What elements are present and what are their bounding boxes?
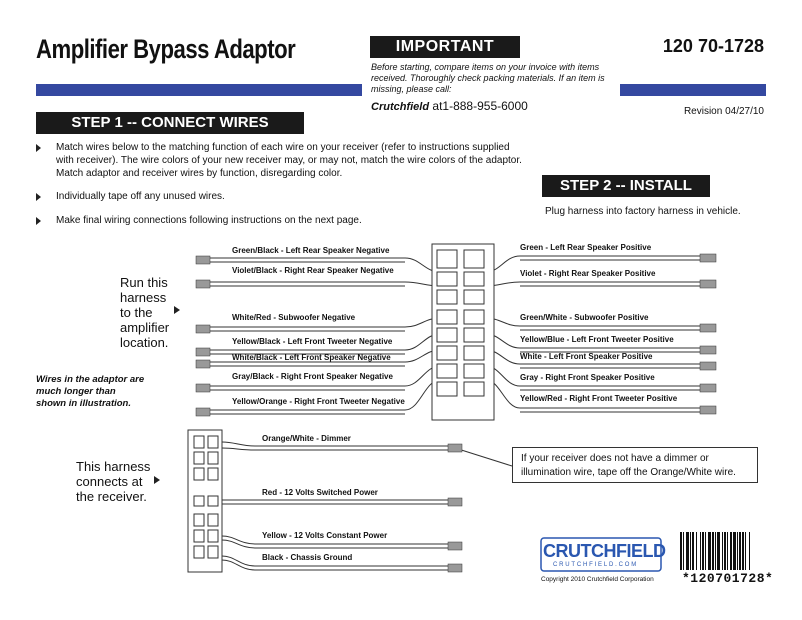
wire-left-2: [200, 282, 440, 286]
wire-label: Green - Left Rear Speaker Positive: [520, 243, 652, 252]
copyright: Copyright 2010 Crutchfield Corporation: [541, 576, 654, 583]
wire-label: White - Left Front Speaker Positive: [520, 352, 653, 361]
step2-text: Plug harness into factory harness in vehicle.: [545, 206, 741, 217]
barcode-bar: [717, 532, 720, 570]
barcode-bar: [742, 532, 744, 570]
barcode-bar: [730, 532, 732, 570]
bullet-text: Match wires below to the matching function of each wire on your receiver (refer to instructions supplied with receiver). The wire colors of your new receiver may, or may not, match the wire colors of the adaptor. Match adaptor and receiver wires by function, disregarding color.: [56, 142, 522, 179]
important-heading: IMPORTANT: [370, 36, 520, 58]
barcode-bar: [683, 532, 684, 570]
wire-label: Yellow/Blue - Left Front Tweeter Positive: [520, 335, 674, 344]
amplifier-connector: [432, 244, 494, 420]
phone-number: at1-888-955-6000: [429, 99, 528, 113]
wire-label: Gray/Black - Right Front Speaker Negative: [232, 372, 393, 381]
barcode-bar: [705, 532, 706, 570]
dimmer-note: If your receiver does not have a dimmer or illumination wire, tape off the Orange/White wire.: [512, 447, 758, 483]
barcode-text: *120701728*: [682, 571, 774, 586]
barcode-bar: [692, 532, 694, 570]
barcode-bar: [686, 532, 689, 570]
wire-label: Yellow - 12 Volts Constant Power: [262, 531, 388, 540]
wires-length-note: Wires in the adaptor are much longer than shown in illustration.: [36, 374, 145, 409]
wire-label: Yellow/Black - Left Front Tweeter Negative: [232, 337, 393, 346]
barcode-bar: [724, 532, 726, 570]
wire-label: Yellow/Red - Right Front Tweeter Positive: [520, 394, 678, 403]
important-text: Before starting, compare items on your invoice with items received. Thoroughly check packing materials. If an item is missing, please call:: [371, 62, 605, 94]
barcode-bar: [722, 532, 723, 570]
wire-label: White/Black - Left Front Speaker Negative: [232, 353, 391, 362]
step1-heading: STEP 1 -- CONNECT WIRES: [36, 112, 304, 134]
wire-label: Violet/Black - Right Rear Speaker Negative: [232, 266, 394, 275]
wire-label: Red - 12 Volts Switched Power: [262, 488, 378, 497]
bullet-text: Make final wiring connections following instructions on the next page.: [56, 215, 362, 226]
barcode-bar: [700, 532, 701, 570]
wire-label: Black - Chassis Ground: [262, 553, 353, 562]
wire-label: Green/Black - Left Rear Speaker Negative: [232, 246, 390, 255]
barcode-bar: [715, 532, 716, 570]
wire-label: Orange/White - Dimmer: [262, 434, 351, 443]
barcode-bar: [737, 532, 738, 570]
document-title: Amplifier Bypass Adaptor: [36, 34, 296, 64]
part-number: 120 70-1728: [662, 36, 764, 56]
wire-label: Green/White - Subwoofer Positive: [520, 313, 649, 322]
barcode-bar: [739, 532, 741, 570]
company-name: Crutchfield: [371, 101, 430, 113]
wire-right-2: [486, 282, 715, 286]
barcode-bar: [690, 532, 691, 570]
wire-label: Gray - Right Front Speaker Positive: [520, 373, 655, 382]
barcode-bar: [708, 532, 711, 570]
barcode: [680, 532, 750, 570]
revision-date: Revision 04/27/10: [683, 106, 764, 117]
crutchfield-logo: CRUTCHFIELD: [543, 541, 666, 561]
wire-label: Violet - Right Rear Speaker Positive: [520, 269, 656, 278]
barcode-bar: [727, 532, 728, 570]
barcode-bar: [749, 532, 750, 570]
step2-heading: STEP 2 -- INSTALL: [542, 175, 710, 197]
receiver-harness-arrow-icon: [154, 476, 160, 484]
run-harness-text: Run this harness to the amplifier location.: [120, 275, 170, 350]
barcode-bar: [696, 532, 697, 570]
dimmer-leader-line: [455, 448, 512, 466]
barcode-bar: [745, 532, 746, 570]
barcode-bar: [712, 532, 714, 570]
wire-label: White/Red - Subwoofer Negative: [232, 313, 356, 322]
barcode-bar: [733, 532, 736, 570]
wire-label: Yellow/Orange - Right Front Tweeter Negative: [232, 397, 405, 406]
barcode-bar: [702, 532, 704, 570]
receiver-connector: [188, 430, 222, 572]
barcode-bar: [680, 532, 682, 570]
crutchfield-url: CRUTCHFIELD.COM: [553, 562, 638, 568]
receiver-harness-text: This harness connects at the receiver.: [76, 459, 151, 504]
bullet-text: Individually tape off any unused wires.: [56, 191, 225, 202]
